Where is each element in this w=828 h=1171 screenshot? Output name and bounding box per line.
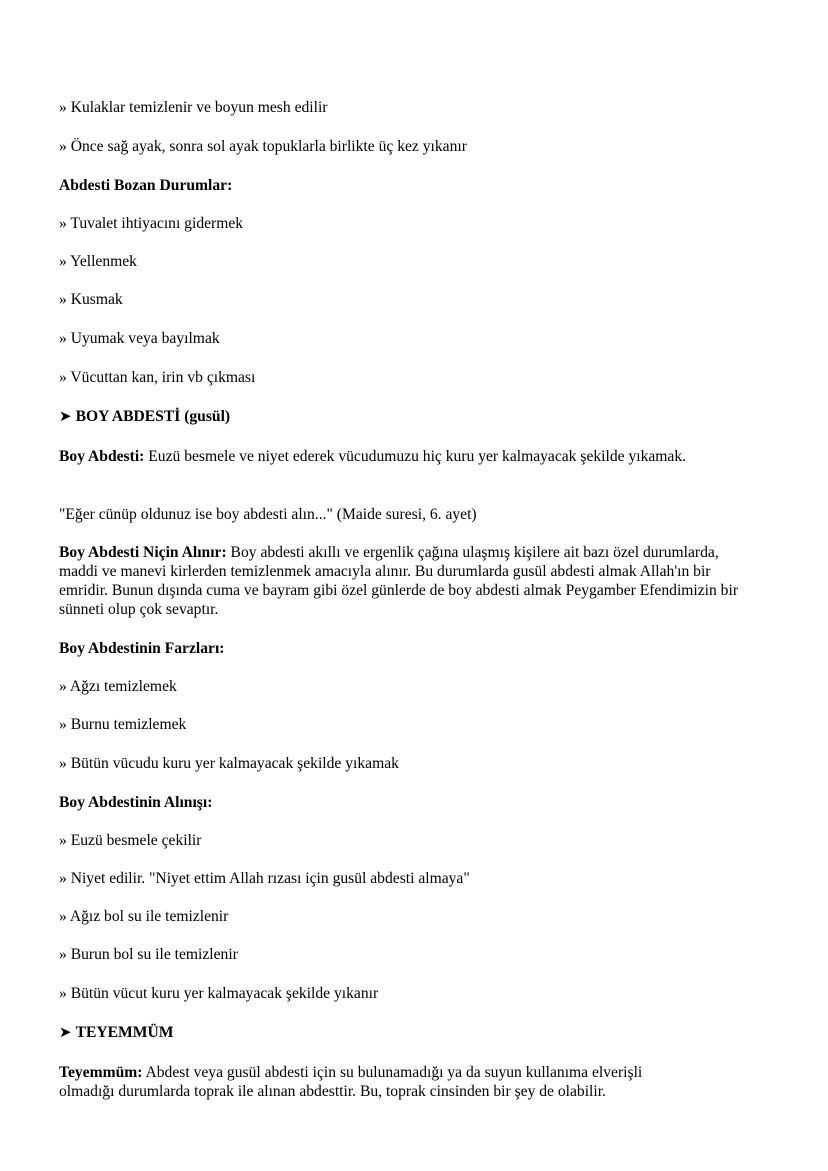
section-heading-farzlar: Boy Abdestinin Farzları:	[59, 640, 225, 657]
section-heading-alinisi: Boy Abdestinin Alınışı:	[59, 794, 213, 811]
list-item: » Vücuttan kan, irin vb çıkması	[59, 369, 256, 386]
list-item: » Önce sağ ayak, sonra sol ayak topuklarla birlikte üç kez yıkanır	[59, 138, 467, 155]
definition-text: Euzü besmele ve niyet ederek vücudumuzu hiç kuru yer kalmayacak şekilde yıkamak.	[144, 448, 687, 465]
section-title-text: BOY ABDESTİ (gusül)	[75, 408, 231, 425]
definition-label: Teyemmüm:	[59, 1064, 143, 1081]
list-item: » Tuvalet ihtiyacını gidermek	[59, 215, 244, 232]
quote-paragraph: "Eğer cünüp oldunuz ise boy abdesti alın..." (Maide suresi, 6. ayet)	[59, 506, 477, 523]
why-text: Boy abdesti akıllı ve ergenlik çağına ulaşmış kişilere ait bazı özel durumlarda, maddi ve manevi kirlerden temizlenmek amacıyla alınır. Bu durumlarda gusül abdesti almak Allah'ın bir emridir. Bunun dışında cuma ve bayram gibi özel günlerde de boy abdesti almak Peygamber Efendimizin bir sünneti olup çok sevaptır.	[59, 544, 739, 618]
list-item: » Ağız bol su ile temizlenir	[59, 908, 229, 925]
section-title-text: TEYEMMÜM	[75, 1024, 174, 1041]
section-title-teyemmum	[59, 1023, 759, 1042]
definition-label: Boy Abdesti:	[59, 448, 145, 465]
list-item: » Ağzı temizlemek	[59, 678, 177, 695]
definition-text: Abdest veya gusül abdesti için su bulunamadığı ya da suyun kullanıma elverişli olmadığı durumlarda toprak ile alınan abdesttir. Bu, toprak cinsinden bir şey de olabilir.	[59, 1064, 643, 1100]
arrow-icon: ➤	[59, 1023, 72, 1041]
section-heading-abdesti-bozan: Abdesti Bozan Durumlar:	[59, 177, 233, 194]
section-title-boy-abdesti	[59, 407, 759, 426]
list-item: » Kulaklar temizlenir ve boyun mesh edilir	[59, 99, 328, 116]
why-paragraph	[59, 543, 739, 619]
why-label: Boy Abdesti Niçin Alınır:	[59, 544, 227, 561]
teyemmum-definition-paragraph	[59, 1063, 699, 1101]
list-item: » Niyet edilir. "Niyet ettim Allah rızası için gusül abdesti almaya"	[59, 870, 470, 887]
list-item: » Bütün vücut kuru yer kalmayacak şekilde yıkanır	[59, 985, 379, 1002]
list-item: » Bütün vücudu kuru yer kalmayacak şekilde yıkamak	[59, 755, 399, 772]
definition-paragraph	[59, 447, 759, 466]
list-item: » Uyumak veya bayılmak	[59, 330, 220, 347]
list-item: » Yellenmek	[59, 253, 137, 270]
arrow-icon: ➤	[59, 407, 72, 425]
list-item: » Burun bol su ile temizlenir	[59, 946, 238, 963]
list-item: » Burnu temizlemek	[59, 716, 187, 733]
list-item: » Euzü besmele çekilir	[59, 832, 202, 849]
list-item: » Kusmak	[59, 291, 123, 308]
